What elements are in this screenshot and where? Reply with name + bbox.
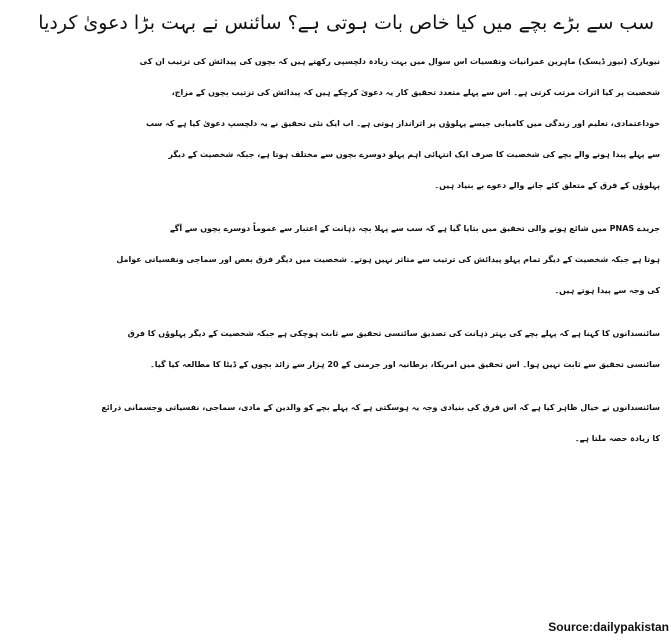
- paragraph-line: نیویارک (نیوز ڈیسک) ماہرین عمرانیات ونفسیات اس سوال میں بہت زیادہ دلچسپی رکھتے ہیں کہ بچوں کی پیدائش کی ترتیب ان کی: [139, 57, 660, 66]
- article-paragraph-1: [10, 46, 660, 201]
- article-headline: سب سے بڑے بچے میں کیا خاص بات ہوتی ہے؟ سائنس نے بہت بڑا دعویٰ کردیا: [38, 12, 654, 34]
- article-paragraph-2: [10, 213, 660, 306]
- source-credit: Source:dailypakistan: [548, 620, 669, 634]
- paragraph-line: کی وجہ سے پیدا ہوتے ہیں۔: [554, 286, 660, 295]
- paragraph-line: سائنسدانوں نے خیال ظاہر کیا ہے کہ اس فرق کی بنیادی وجہ یہ ہوسکتی ہے کہ پہلے بچے کو والدین کے مادی، سماجی، نفسیاتی وجسمانی ذرائع: [101, 403, 660, 412]
- paragraph-line: خوداعتمادی، تعلیم اور زندگی میں کامیابی جیسے پہلوؤں پر اثرانداز ہوتی ہے۔ اب ایک نئی تحقیق نے یہ دلچسپ دعویٰ کیا ہے کہ سب: [145, 119, 660, 128]
- paragraph-line: پہلوؤں کے فرق کے متعلق کئے جانے والے دعوے بے بنیاد ہیں۔: [434, 181, 660, 190]
- paragraph-line: سائنسی تحقیق سے ثابت نہیں ہوا۔ اس تحقیق میں امریکا، برطانیہ اور جرمنی کے 20 ہزار سے زائد بچوں کے ڈیٹا کا مطالعہ کیا گیا۔: [150, 360, 660, 369]
- paragraph-line: سے پہلے پیدا ہونے والے بچے کی شخصیت کا صرف ایک انتہائی اہم پہلو دوسرے بچوں سے مختلف ہوتا ہے، جبکہ شخصیت کے دیگر: [168, 150, 660, 159]
- paragraph-line: جریدے PNAS میں شائع ہونے والی تحقیق میں بتایا گیا ہے کہ سب سے پہلا بچہ ذہانت کے اعتبار سے عموماً دوسرے بچوں سے آگے: [169, 224, 660, 233]
- news-article: [10, 8, 660, 638]
- paragraph-line: ہوتا ہے جبکہ شخصیت کے دیگر تمام پہلو پیدائش کی ترتیب سے متاثر نہیں ہوتے۔ شخصیت میں دیگر فرق بعض اور سماجی ونفسیاتی عوامل: [116, 255, 660, 264]
- article-paragraph-3: [10, 318, 660, 380]
- paragraph-line: شخصیت پر کیا اثرات مرتب کرتی ہے۔ اس سے پہلے متعدد تحقیق کار یہ دعویٰ کرچکے ہیں کہ پیدائش کی ترتیب بچوں کے مزاج،: [171, 88, 660, 97]
- paragraph-line: سائنسدانوں کا کہنا ہے کہ پہلے بچے کی بہتر ذہانت کی تصدیق سائنسی تحقیق سے ثابت ہوچکی ہے جبکہ شخصیت کے دیگر پہلوؤں کا فرق: [127, 329, 660, 338]
- paragraph-line: کا زیادہ حصہ ملتا ہے۔: [574, 434, 660, 443]
- article-paragraph-4: [10, 392, 660, 454]
